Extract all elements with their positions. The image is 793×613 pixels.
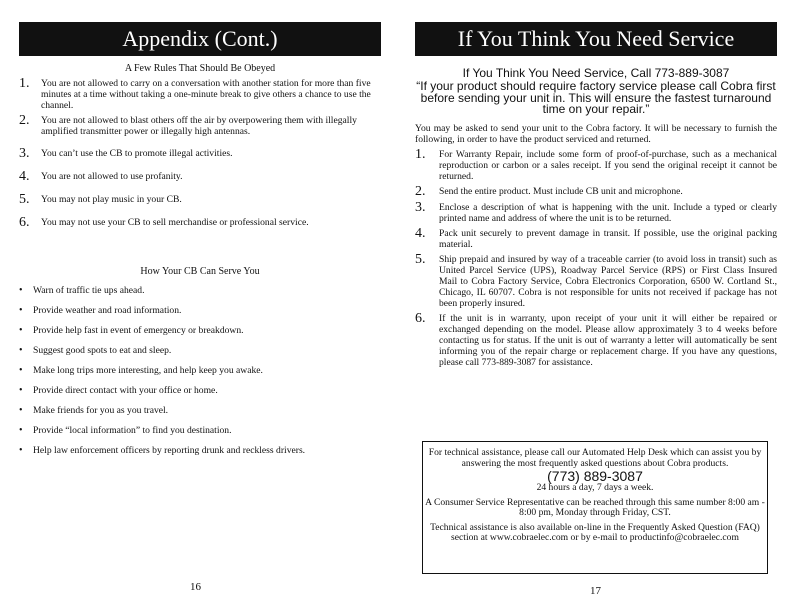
service-intro: You may be asked to send your unit to the Cobra factory. It will be necessary to furnish the following, in order to have the product serviced and returned. (415, 123, 777, 145)
serve-item: • Warn of traffic tie ups ahead. (19, 285, 381, 305)
rules-heading: A Few Rules That Should Be Obeyed (124, 63, 276, 74)
help-online: Technical assistance is also available on-line in the Frequently Asked Question (FAQ) section at www.cobraelec.com or by e-mail to productinfo@cobraelec.com (430, 521, 760, 543)
rule-item: 4. You are not allowed to use profanity. (19, 169, 183, 184)
step-item: 3. Enclose a description of what is happening with the unit. Include a typed or clearly printed name and address of where the unit is to be returned. (415, 200, 777, 224)
bullet-icon: • (19, 365, 23, 376)
bullet-icon: • (19, 285, 23, 296)
bullet-icon: • (19, 445, 23, 456)
rule-item: 6. You may not use your CB to sell merchandise or professional service. (19, 215, 309, 230)
serve-item: • Provide weather and road information. (19, 305, 381, 325)
bullet-icon: • (19, 425, 23, 436)
help-intro: For technical assistance, please call our Automated Help Desk which can assist you by answering the most frequently asked questions about Cobra products. (428, 447, 762, 469)
service-quote: “If your product should require factory service please call Cobra first before sending your unit in. This will ensure the fastest turnaround time on your repair.” (416, 79, 776, 116)
bullet-icon: • (19, 305, 23, 316)
serve-list (19, 285, 381, 465)
help-desk-box (422, 441, 768, 574)
bullet-icon: • (19, 405, 23, 416)
rule-item: 3. You can’t use the CB to promote illegal activities. (19, 146, 233, 161)
serve-item: • Provide direct contact with your office or home. (19, 385, 381, 405)
service-steps (415, 149, 777, 372)
serve-item: • Make long trips more interesting, and help keep you awake. (19, 365, 381, 385)
bullet-icon: • (19, 385, 23, 396)
rules-list (19, 78, 381, 240)
step-item: 5. Ship prepaid and insured by way of a traceable carrier (to avoid loss in transit) such as United Parcel Service (UPS), Roadway Parcel Service (RPS) or First Class Insured Mail to Cobra Factory Service, Cobra Electronics Corporation, 6500 W. Cortland St., Chicago, IL 60707. Cobra is not responsible for units not received if package has not been properly insured. (415, 252, 777, 309)
step-item: 2. Send the entire product. Must include CB unit and microphone. (415, 184, 683, 199)
step-item: 1. For Warranty Repair, include some form of proof-of-purchase, such as a mechanical reproduction or carbon or a sales receipt. If you send the original receipt it cannot be returned. (415, 147, 777, 182)
service-title: If You Think You Need Service (415, 22, 777, 56)
help-hours: 24 hours a day, 7 days a week. (536, 482, 654, 493)
serve-item: • Suggest good spots to eat and sleep. (19, 345, 381, 365)
right-page (397, 0, 793, 613)
serve-heading: How Your CB Can Serve You (140, 266, 260, 277)
serve-item: • Help law enforcement officers by reporting drunk and reckless drivers. (19, 445, 381, 465)
help-phone: (773) 889-3087 (547, 468, 643, 484)
left-page (0, 0, 396, 613)
appendix-title: Appendix (Cont.) (19, 22, 381, 56)
rule-item: 2. You are not allowed to blast others off the air by overpowering them with illegally amplified transmitter power or illegally high antennas. (19, 113, 357, 137)
help-rep: A Consumer Service Representative can be reached through this same number 8:00 am - 8:00 pm, Monday through Friday, CST. (425, 496, 765, 518)
step-item: 4. Pack unit securely to prevent damage in transit. If possible, use the original packing material. (415, 226, 777, 250)
serve-item: • Provide help fast in event of emergency or breakdown. (19, 325, 381, 345)
page-number: 16 (190, 581, 201, 593)
serve-item: • Provide “local information” to find you destination. (19, 425, 381, 445)
serve-item: • Make friends for you as you travel. (19, 405, 381, 425)
rule-item: 5. You may not play music in your CB. (19, 192, 182, 207)
bullet-icon: • (19, 345, 23, 356)
rule-item: 1. You are not allowed to carry on a conversation with another station for more than five minutes at a time without taking a one-minute break to give others a chance to use the channel. (19, 76, 371, 111)
step-item: 6. If the unit is in warranty, upon receipt of your unit it will either be repaired or exchanged depending on the model. Please allow approximately 3 to 4 weeks before contacting us for status. If the unit is out of warranty a letter will automatically be sent informing you of the repair charge or replacement charge. If you have any questions, please call 773-889-3087 for assistance. (415, 311, 777, 368)
service-heading: If You Think You Need Service, Call 773-889-3087 (462, 66, 730, 80)
page-number: 17 (590, 585, 601, 597)
bullet-icon: • (19, 325, 23, 336)
